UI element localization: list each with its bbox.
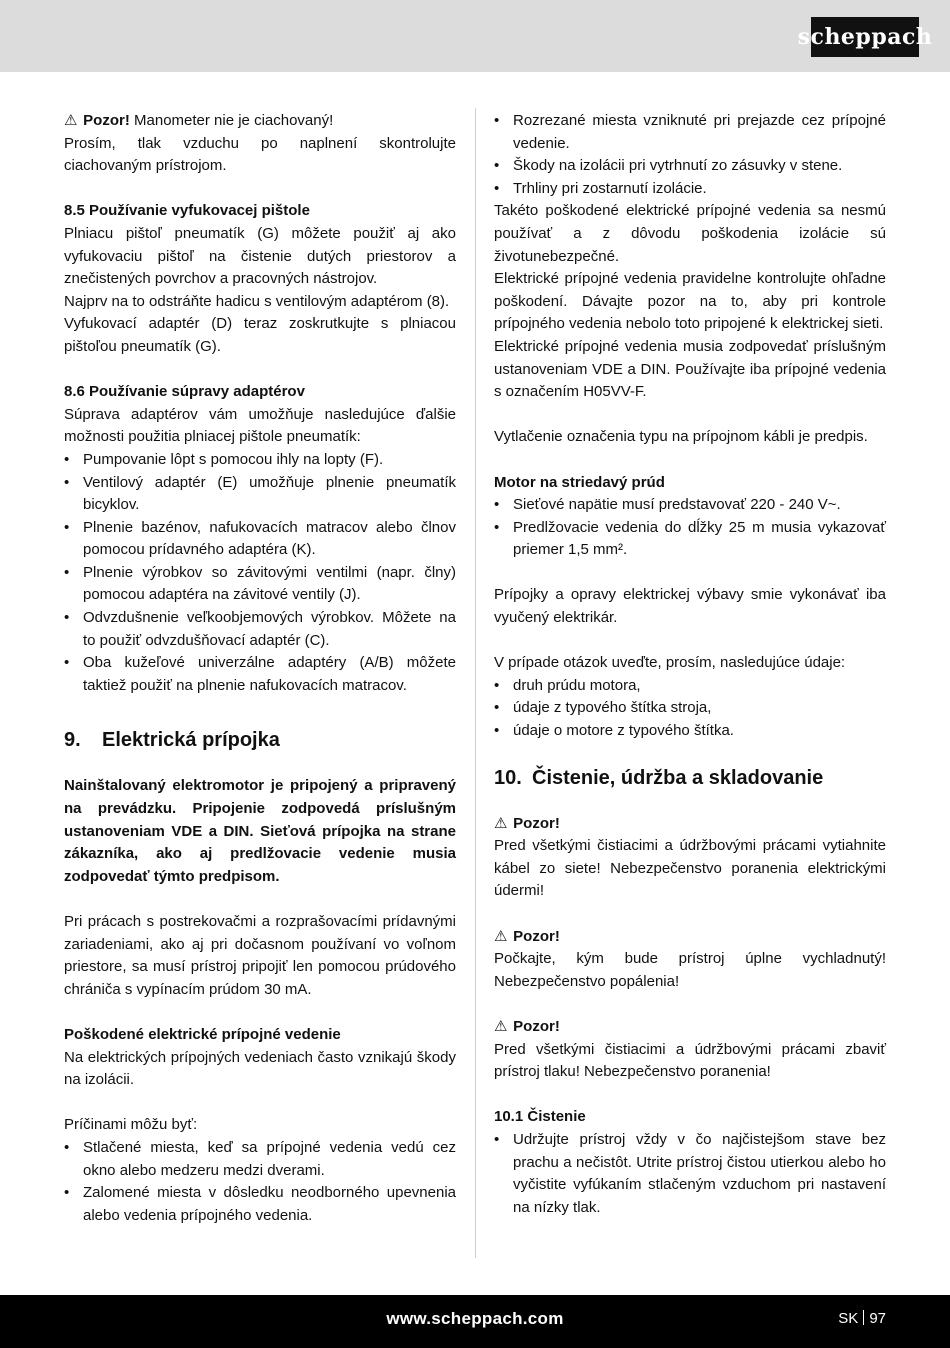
causes-list — [64, 1137, 456, 1227]
section-8-5-paragraph: Plniacu pištoľ pneumatík (G) môžete použiť aj ako vyfukovaciu pištoľ na čistenie dutých priestorov a znečistených povrchov a pracovných nástrojov. — [64, 224, 456, 288]
list-item: • druh prúdu motora, — [494, 675, 886, 698]
warning-triangle-icon: ⚠ — [494, 927, 508, 945]
paragraph: Elektrické prípojné vedenia pravidelne kontrolujte ohľadne poškodení. Dávajte pozor na to, aby pri kontrole prípojného vedenia nebolo toto pripojené k elektrickej sieti. — [494, 270, 886, 333]
brand-logo: scheppach — [811, 17, 919, 57]
info-list — [494, 675, 886, 743]
list-item: • Škody na izolácii pri vytrhnutí zo zásuvky v stene. — [494, 155, 886, 178]
warning-triangle-icon: ⚠ — [494, 814, 508, 832]
section-8-5-paragraph: Najprv na to odstráňte hadicu s ventilovým adaptérom (8). — [64, 292, 450, 310]
adapter-options-list — [64, 449, 456, 698]
warning-manometer-text: Prosím, tlak vzduchu po naplnení skontrolujte ciachovaným prístrojom. — [64, 134, 456, 175]
warning-unplug-text: Pred všetkými čistiacimi a údržbovými prácami vytiahnite kábel zo siete! Nebezpečenstvo poranenia elektrickými údermi! — [494, 837, 886, 900]
header-bar — [0, 0, 950, 72]
ac-motor-title: Motor na striedavý prúd — [494, 473, 665, 491]
section-9-heading: 9. Elektrická prípojka — [64, 729, 280, 752]
list-item: • Pumpovanie lôpt s pomocou ihly na lopty (F). — [64, 449, 456, 472]
section-8-5-paragraph: Vyfukovací adaptér (D) teraz zoskrutkujte s plniacou pištoľou pneumatík (G). — [64, 315, 456, 355]
warning-cool-down: ⚠ Pozor! — [494, 926, 886, 949]
warning-manometer: ⚠ Pozor! Manometer nie je ciachovaný! — [64, 110, 456, 133]
warning-triangle-icon: ⚠ — [494, 1017, 508, 1035]
page-number: SK 97 — [838, 1310, 886, 1327]
causes-list-continued — [494, 110, 886, 200]
cleaning-list — [494, 1129, 886, 1219]
list-item: • údaje o motore z typového štítka. — [494, 720, 886, 743]
list-item: • Stlačené miesta, keď sa prípojné vedenia vedú cez okno alebo medzeru medzi dverami. — [64, 1137, 456, 1182]
column-divider — [475, 108, 476, 1258]
paragraph: V prípade otázok uveďte, prosím, nasledujúce údaje: — [494, 654, 846, 672]
damaged-cables-paragraph: Na elektrických prípojných vedeniach často vznikajú škody na izolácii. — [64, 1048, 456, 1089]
paragraph: Takéto poškodené elektrické prípojné vedenia sa nesmú používať a z dôvodu poškodenia izolácie sú životunebezpečné. — [494, 202, 886, 265]
section-9-paragraph: Pri prácach s postrekovačmi a rozprašovacími prídavnými zariadeniami, ako aj pri dočasnom používaní vo voľnom priestore, sa musí prístroj pripojiť len pomocou prúdového chrániča s vypínacím prúdom 30 mA. — [64, 913, 456, 998]
damaged-cables-title: Poškodené elektrické prípojné vedenie — [64, 1025, 341, 1043]
warning-triangle-icon: ⚠ — [64, 112, 78, 129]
right-column — [494, 110, 886, 1219]
section-8-5-title: 8.5 Používanie vyfukovacej pištole — [64, 202, 310, 220]
causes-label: Príčinami môžu byť: — [64, 1116, 198, 1134]
list-item: • Plnenie bazénov, nafukovacích matracov alebo člnov pomocou prídavného adaptéra (K). — [64, 517, 456, 562]
warning-unplug: ⚠ Pozor! — [494, 813, 886, 836]
list-item: • Plnenie výrobkov so závitovými ventilmi (napr. člny) pomocou adaptéra na závitové ventily (J). — [64, 562, 456, 607]
list-item: • Rozrezané miesta vzniknuté pri prejazde cez prípojné vedenie. — [494, 110, 886, 155]
list-item: • Zalomené miesta v dôsledku neodborného upevnenia alebo vedenia prípojného vedenia. — [64, 1182, 456, 1227]
list-item: • údaje z typového štítka stroja, — [494, 697, 886, 720]
section-10-1-title: 10.1 Čistenie — [494, 1108, 586, 1126]
list-item: • Udržujte prístroj vždy v čo najčistejšom stave bez prachu a nečistôt. Utrite prístroj čistou utierkou alebo ho vyčistite vyfúkaním stlačeným vzduchom pri nastavení na nízky tlak. — [494, 1129, 886, 1219]
section-8-6-title: 8.6 Používanie súpravy adaptérov — [64, 383, 305, 401]
paragraph: Elektrické prípojné vedenia musia zodpovedať príslušným ustanoveniam VDE a DIN. Používajte iba prípojné vedenia s označením H05VV-F. — [494, 337, 886, 401]
list-item: • Ventilový adaptér (E) umožňuje plnenie pneumatík bicyklov. — [64, 472, 456, 517]
footer-bar — [0, 1295, 950, 1348]
list-item: • Sieťové napätie musí predstavovať 220 - 240 V~. — [494, 494, 886, 517]
ac-motor-list — [494, 494, 886, 562]
left-column — [64, 110, 456, 1227]
warning-depressurize: ⚠ Pozor! — [494, 1016, 886, 1039]
section-10-heading: 10. Čistenie, údržba a skladovanie — [494, 766, 824, 789]
paragraph: Prípojky a opravy elektrickej výbavy smie vykonávať iba vyučený elektrikár. — [494, 586, 886, 627]
list-item: • Oba kužeľové univerzálne adaptéry (A/B) môžete taktiež použiť na plnenie nafukovacích matracov. — [64, 652, 456, 697]
paragraph: Vytlačenie označenia typu na prípojnom kábli je predpis. — [494, 428, 868, 446]
list-item: • Odvzdušnenie veľkoobjemových výrobkov. Môžete na to použiť odvzdušňovací adaptér (C). — [64, 607, 456, 652]
website-url: www.scheppach.com — [386, 1309, 564, 1328]
section-8-6-paragraph: Súprava adaptérov vám umožňuje nasledujúce ďalšie možnosti použitia plniacej pištole pneumatík: — [64, 405, 456, 446]
list-item: • Trhliny pri zostarnutí izolácie. — [494, 178, 886, 201]
warning-cool-down-text: Počkajte, kým bude prístroj úplne vychladnutý! Nebezpečenstvo popálenia! — [494, 950, 886, 990]
warning-depressurize-text: Pred všetkými čistiacimi a údržbovými prácami zbaviť prístroj tlaku! Nebezpečenstvo poranenia! — [494, 1040, 886, 1081]
list-item: • Predlžovacie vedenia do dĺžky 25 m musia vykazovať priemer 1,5 mm². — [494, 517, 886, 562]
section-9-bold-paragraph: Nainštalovaný elektromotor je pripojený a pripravený na prevádzku. Pripojenie zodpovedá príslušným ustanoveniam VDE a DIN. Sieťová prípojka na strane zákazníka, ako aj predlžovacie vedenie musia zodpovedať týmto predpisom. — [64, 777, 456, 885]
